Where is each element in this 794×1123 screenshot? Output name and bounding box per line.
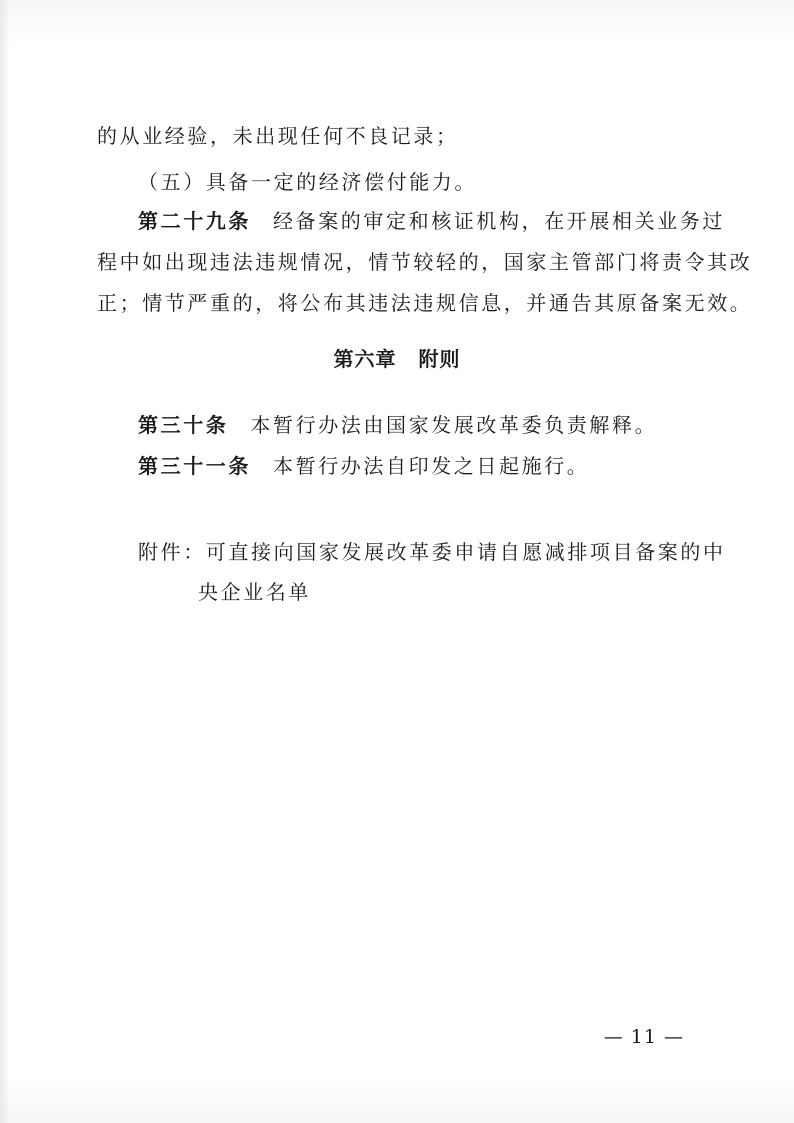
text-line: 的从业经验，未出现任何不良记录； — [97, 124, 459, 148]
chapter-heading — [0, 345, 794, 373]
article-29-text-1: 经备案的审定和核证机构，在开展相关业务过 — [273, 209, 725, 233]
chapter-title: 附则 — [418, 347, 461, 371]
chapter-number: 第六章 — [333, 347, 397, 371]
attachment-line-1: 附件：可直接向国家发展改革委申请自愿减排项目备案的中 — [138, 540, 726, 564]
article-30-text: 本暂行办法由国家发展改革委负责解释。 — [250, 413, 658, 437]
list-item-5: （五）具备一定的经济偿付能力。 — [138, 170, 477, 194]
article-29-text-2: 程中如出现违法违规情况，情节较轻的，国家主管部门将责令其改 — [97, 250, 753, 274]
article-29-number: 第二十九条 — [138, 209, 251, 233]
article-31 — [138, 452, 589, 480]
article-29-first-line — [138, 207, 725, 235]
article-30 — [138, 411, 657, 439]
article-31-number: 第三十一条 — [138, 454, 251, 478]
article-30-number: 第三十条 — [138, 413, 229, 437]
article-29-text-3: 正；情节严重的，将公布其违法违规信息，并通告其原备案无效。 — [97, 291, 753, 315]
article-31-text: 本暂行办法自印发之日起施行。 — [273, 454, 590, 478]
page-number: — 11 — — [603, 1026, 684, 1048]
scan-edge-shadow — [0, 0, 10, 1123]
attachment-line-2: 央企业名单 — [198, 580, 311, 604]
